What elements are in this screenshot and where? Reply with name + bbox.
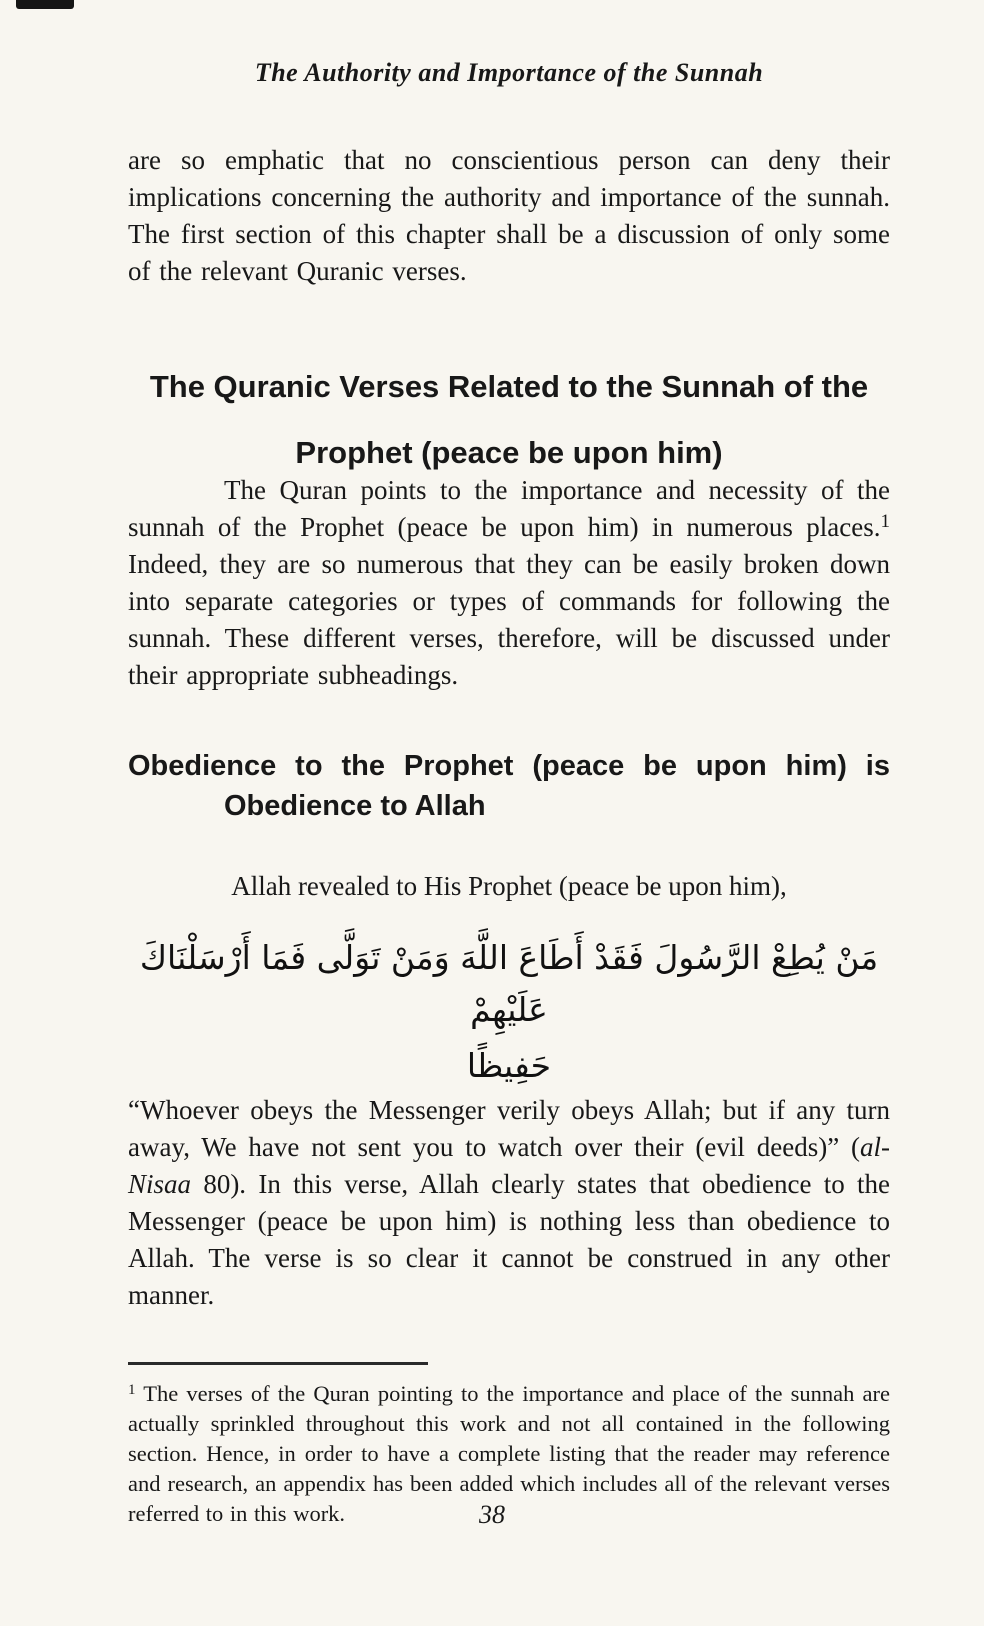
footnote-separator xyxy=(128,1362,428,1365)
translation-text-part2: 80). In this verse, Allah clearly states that obedience to the Messenger (peace be upon him) is nothing less than obedience to Allah. The verse is so clear it cannot be construed in any other manner. xyxy=(128,1169,890,1310)
arabic-verse-line1: مَنْ يُطِعْ الرَّسُولَ فَقَدْ أَطَاعَ اللَّهَ وَمَنْ تَوَلَّى فَمَا أَرْسَلْنَاكَ عَلَيْهِمْ xyxy=(139,938,879,1029)
footnote-reference: 1 xyxy=(880,511,890,532)
paragraph-translation xyxy=(128,1092,890,1314)
section-heading-line2: Prophet (peace be upon him) xyxy=(295,435,723,470)
translation-text-part1: “Whoever obeys the Messenger verily obeys Allah; but if any turn away, We have not sent you to watch over their (evil deeds)” ( xyxy=(128,1095,890,1162)
subheading-obedience xyxy=(128,746,890,826)
subheading-line2: Obedience to Allah xyxy=(224,790,486,822)
paragraph-quran-points xyxy=(128,472,890,694)
verse-intro-line: Allah revealed to His Prophet (peace be upon him), xyxy=(231,871,787,901)
page-number: 38 xyxy=(479,1500,505,1529)
paragraph-text-after-note: Indeed, they are so numerous that they can be easily broken down into separate categories or types of commands for following the sunnah. These different verses, therefore, will be discussed under their appropriate subheadings. xyxy=(128,549,890,690)
paragraph-text-before-note: The Quran points to the importance and necessity of the sunnah of the Prophet (peace be upon him) in numerous places. xyxy=(128,475,890,542)
paragraph-continuation: are so emphatic that no conscientious person can deny their implications concerning the authority and importance of the sunnah. The first section of this chapter shall be a discussion of only some of the relevant Quranic verses. xyxy=(128,145,890,286)
arabic-verse-line2: حَفِيظًا xyxy=(466,1046,552,1085)
subheading-line1: Obedience to the Prophet (peace be upon him) is xyxy=(128,750,890,782)
footnote-number: 1 xyxy=(128,1382,136,1398)
scan-artifact xyxy=(16,0,74,9)
footnote-body: The verses of the Quran pointing to the importance and place of the sunnah are actually sprinkled throughout this work and not all contained in the following section. Hence, in order to have a complete listing that the reader may reference and research, an appendix has been added which includes all of the relevant verses referred to in this work. xyxy=(128,1381,890,1526)
section-heading xyxy=(128,368,890,472)
arabic-verse xyxy=(128,932,890,1092)
surah-name-italic: al-Nisaa xyxy=(128,1132,890,1199)
section-heading-line1: The Quranic Verses Related to the Sunnah of the xyxy=(149,369,869,404)
running-header: The Authority and Importance of the Sunnah xyxy=(254,58,764,87)
